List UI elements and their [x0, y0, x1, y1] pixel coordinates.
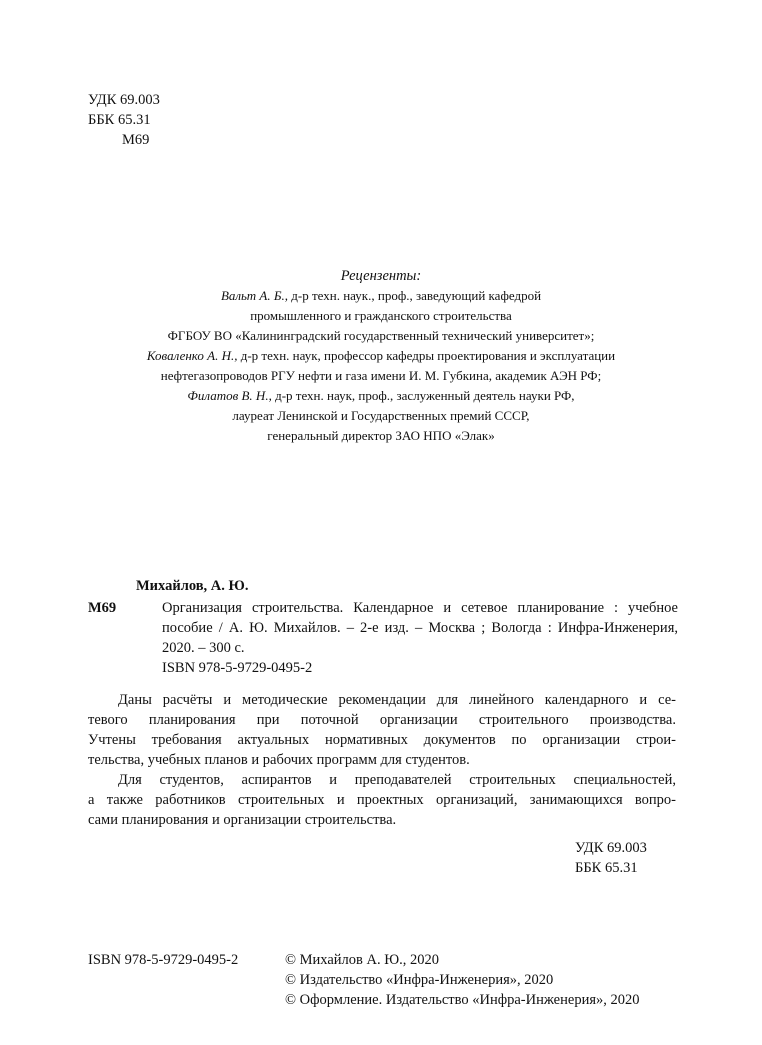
annotation-line: сами планирования и организации строительства. [88, 812, 397, 828]
reviewer-line: Коваленко А. Н., д-р техн. наук, профессор кафедры проектирования и эксплуатации [146, 348, 616, 363]
copyright-line: © Оформление. Издательство «Инфра-Инженерия», 2020 [285, 992, 640, 1008]
reviewer-line: Филатов В. Н., д-р техн. наук, проф., заслуженный деятель науки РФ, [187, 388, 575, 403]
author-sign-top: М69 [122, 132, 150, 148]
udk-code-top: УДК 69.003 [88, 92, 160, 108]
copyright-line: © Издательство «Инфра-Инженерия», 2020 [285, 972, 554, 988]
bbk-code-top: ББК 65.31 [88, 112, 151, 128]
catalog-sign: М69 [88, 600, 117, 616]
reviewer-line: ФГБОУ ВО «Калининградский государственный технический университет»; [167, 328, 595, 343]
reviewer-line: Вальт А. Б., д-р техн. наук., проф., заведующий кафедрой [220, 288, 542, 303]
reviewer-line: нефтегазопроводов РГУ нефти и газа имени И. М. Губкина, академик АЭН РФ; [160, 368, 602, 383]
annotation-line: Даны расчёты и методические рекомендации для линейного календарного и се- [118, 692, 676, 708]
copyright-line: © Михайлов А. Ю., 2020 [285, 952, 440, 968]
annotation-line: тельства, учебных планов и рабочих программ для студентов. [88, 752, 470, 768]
annotation-line: Учтены требования актуальных нормативных документов по организации строи- [88, 732, 676, 748]
annotation-line: тевого планирования при поточной организации строительного производства. [88, 712, 676, 728]
bbk-code-bottom: ББК 65.31 [575, 860, 638, 876]
catalog-author: Михайлов, А. Ю. [136, 578, 249, 594]
reviewers-heading: Рецензенты: [340, 268, 422, 284]
catalog-line-3: 2020. – 300 с. [162, 640, 245, 656]
reviewer-line: генеральный директор ЗАО НПО «Элак» [267, 428, 495, 443]
annotation-line: Для студентов, аспирантов и преподавателей строительных специальностей, [118, 772, 676, 788]
annotation-line: а также работников строительных и проектных организаций, занимающихся вопро- [88, 792, 676, 808]
reviewer-line: лауреат Ленинской и Государственных премий СССР, [232, 408, 530, 423]
catalog-line-1: Организация строительства. Календарное и сетевое планирование : учебное [162, 600, 678, 616]
footer-isbn: ISBN 978-5-9729-0495-2 [88, 952, 239, 968]
catalog-isbn: ISBN 978-5-9729-0495-2 [162, 660, 313, 676]
udk-code-bottom: УДК 69.003 [575, 840, 647, 856]
reviewers-list [0, 286, 762, 446]
catalog-line-2: пособие / А. Ю. Михайлов. – 2-е изд. – Москва ; Вологда : Инфра-Инженерия, [162, 620, 678, 636]
reviewer-line: промышленного и гражданского строительства [250, 308, 512, 323]
